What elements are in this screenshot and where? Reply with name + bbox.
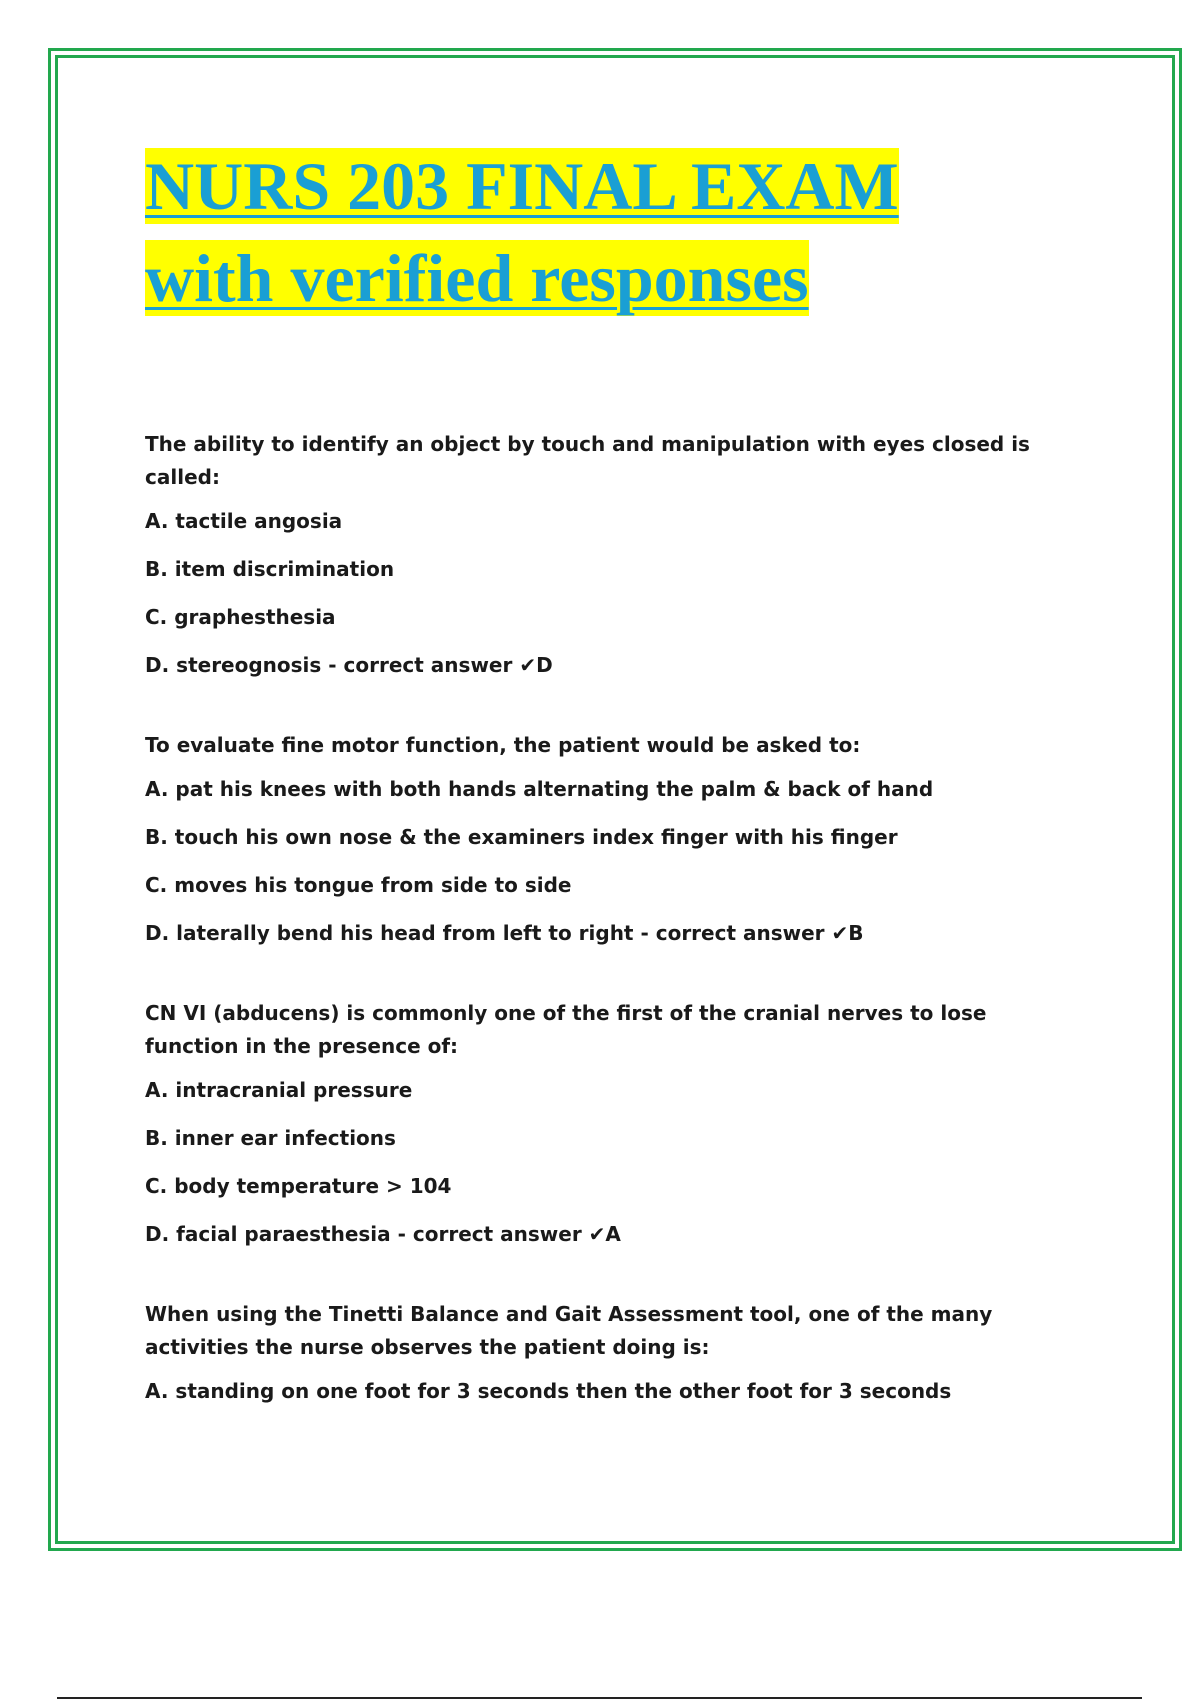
title-line-1: NURS 203 FINAL EXAM — [145, 148, 899, 224]
answer-option-a: A. intracranial pressure — [145, 1078, 413, 1102]
answer-option-a: A. tactile angosia — [145, 509, 343, 533]
answer-option-d: D. facial paraesthesia - correct answer ✔A — [145, 1222, 621, 1246]
question-2 — [145, 729, 1075, 947]
answer-option-b: B. item discrimination — [145, 557, 395, 581]
question-text: The ability to identify an object by touch and manipulation with eyes closed is called: — [145, 432, 1030, 489]
question-text: When using the Tinetti Balance and Gait Assessment tool, one of the many activities the nurse observes the patient doing is: — [145, 1302, 993, 1359]
title-line-2: with verified responses — [145, 240, 809, 316]
question-4 — [145, 1298, 1075, 1405]
document-title — [145, 140, 1075, 324]
answer-option-c: C. body temperature > 104 — [145, 1174, 452, 1198]
document-body — [145, 140, 1075, 1455]
answer-option-c: C. moves his tongue from side to side — [145, 873, 572, 897]
question-1 — [145, 428, 1075, 679]
question-text: To evaluate fine motor function, the patient would be asked to: — [145, 733, 861, 757]
footer-rule — [57, 1697, 1142, 1699]
answer-option-b: B. touch his own nose & the examiners index finger with his finger — [145, 825, 898, 849]
question-text: CN VI (abducens) is commonly one of the first of the cranial nerves to lose function in the presence of: — [145, 1001, 987, 1058]
answer-option-d: D. laterally bend his head from left to right - correct answer ✔B — [145, 921, 864, 945]
answer-option-b: B. inner ear infections — [145, 1126, 396, 1150]
answer-option-c: C. graphesthesia — [145, 605, 336, 629]
answer-option-a: A. standing on one foot for 3 seconds then the other foot for 3 seconds — [145, 1379, 952, 1403]
answer-option-d: D. stereognosis - correct answer ✔D — [145, 653, 553, 677]
question-3 — [145, 997, 1075, 1248]
answer-option-a: A. pat his knees with both hands alternating the palm & back of hand — [145, 777, 934, 801]
